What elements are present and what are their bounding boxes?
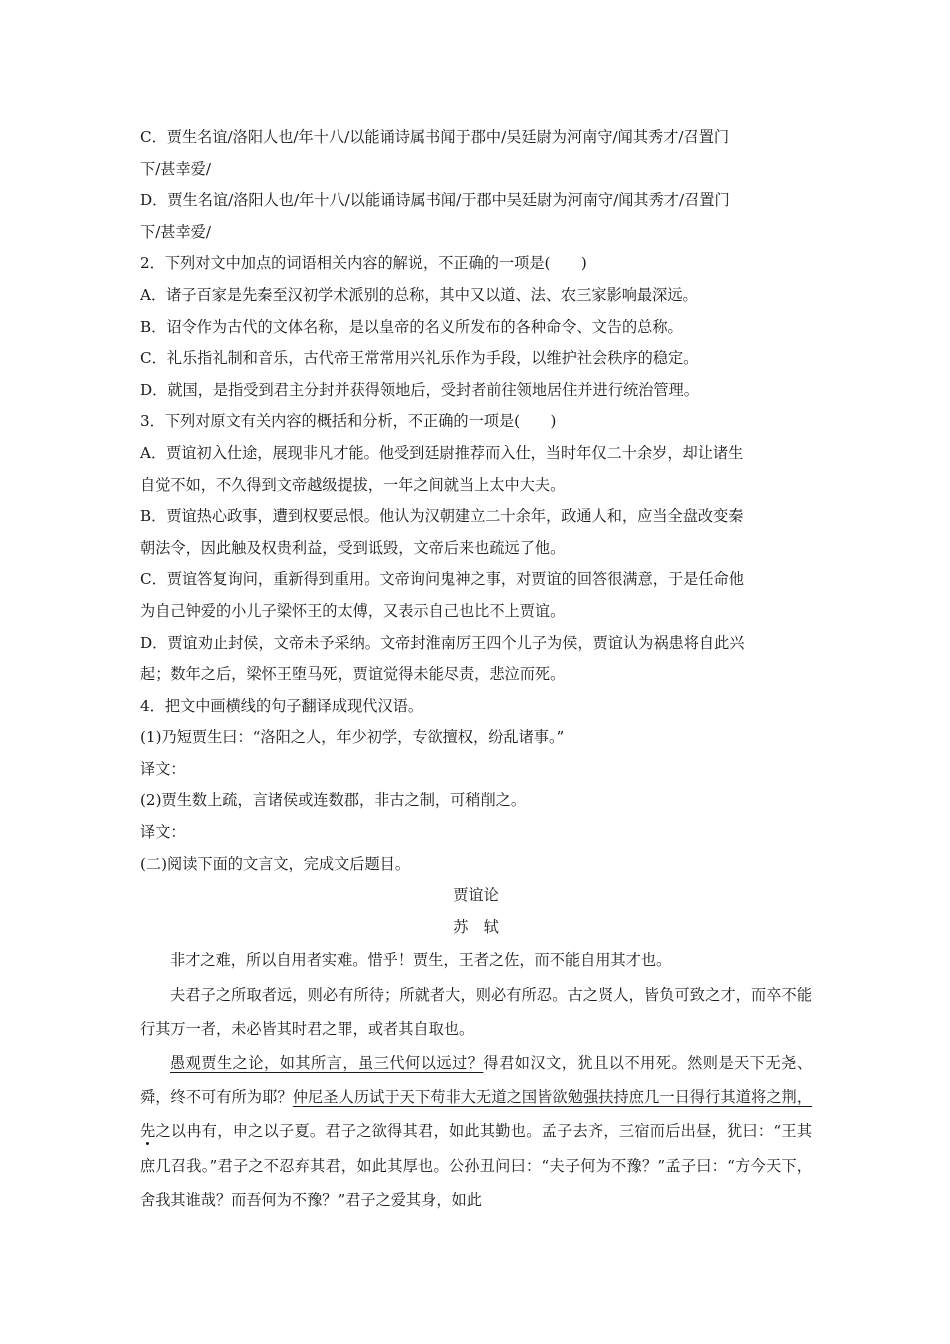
document-body	[140, 122, 812, 1217]
q2-option-c: C．礼乐指礼制和音乐，古代帝王常常用兴礼乐作为手段，以维护社会秩序的稳定。	[140, 349, 699, 368]
q4-stem: 4．把文中画横线的句子翻译成现代汉语。	[140, 696, 424, 715]
passage-paragraph-1: 非才之难，所以自用者实难。惜乎！贾生，王者之佐，而不能自用其才也。	[170, 951, 672, 970]
q3-stem: 3．下列对原文有关内容的概括和分析，不正确的一项是( )	[140, 412, 557, 431]
q3-option-b-line1: B．贾谊热心政事，遭到权要忌恨。他认为汉朝建立二十余年，政通人和，应当全盘改变秦	[140, 507, 744, 526]
q1-option-d-line1: D．贾生名谊/洛阳人也/年十八/以能诵诗属书闻/于郡中吴廷尉为河南守/闻其秀才/召置门	[140, 191, 730, 210]
section-2-instruction: (二)阅读下面的文言文，完成文后题目。	[140, 854, 411, 873]
q4-translation-label-1: 译文：	[140, 759, 186, 778]
passage-paragraph-2: 夫君子之所取者远，则必有所待；所就者大，则必有所忍。古之贤人，皆负可致之才，而卒不能行其万一者，未必皆其时君之罪，或者其自取也。	[140, 985, 812, 1038]
passage-author: 苏 轼	[453, 917, 499, 936]
passage-paragraph-3	[140, 1046, 812, 1217]
q3-option-b-line2: 朝法令，因此触及权贵利益，受到诋毁，文帝后来也疏远了他。	[140, 538, 566, 557]
passage-text-segment: 得君如汉文，犹且以不用死。然则是天下无尧、舜，终不可有所为耶？	[140, 1054, 813, 1107]
q2-option-a: A．诸子百家是先秦至汉初学术派别的总称，其中又以道、法、农三家影响最深远。	[140, 285, 698, 304]
q4-sentence-2: (2)贾生数上疏，言诸侯或连数郡，非古之制，可稍削之。	[140, 791, 527, 810]
q4-translation-label-2: 译文：	[140, 823, 186, 842]
q1-option-c-line2: 下/甚幸爱/	[140, 159, 211, 178]
q1-option-c-line1: C．贾生名谊/洛阳人也/年十八/以能诵诗属书闻于郡中/吴廷尉为河南守/闻其秀才/召置门	[140, 128, 730, 146]
q2-option-d: D．就国，是指受到君主分封并获得领地后，受封者前往领地居住并进行统治管理。	[140, 380, 699, 399]
q2-stem: 2．下列对文中加点的词语相关内容的解说，不正确的一项是( )	[140, 254, 587, 273]
q4-sentence-1: (1)乃短贾生曰：“洛阳之人，年少初学，专欲擅权，纷乱诸事。”	[140, 728, 565, 747]
q3-option-c-line1: C．贾谊答复询问，重新得到重用。文帝询问鬼神之事，对贾谊的回答很满意，于是任命他	[140, 570, 744, 589]
q3-option-d-line2: 起；数年之后，梁怀王堕马死，贾谊觉得未能尽责，悲泣而死。	[140, 665, 566, 684]
q3-option-a-line1: A．贾谊初入仕途，展现非凡才能。他受到廷尉推荐而入仕，当时年仅二十余岁，却让诸生	[140, 443, 744, 462]
passage-title: 贾谊论	[453, 886, 499, 905]
underlined-sentence-2: 仲尼圣人历试于天下苟非大无道之国皆欲勉强扶持庶几一日得行其道将之荆，	[292, 1088, 813, 1107]
passage-text-segment: 之以冉有，申之以子夏。君子之欲得其君，如此其勤也。孟子去齐，三宿而后出昼，犹曰：“王其庶几召我。”君子之不忍弃其君，如此其厚也。公孙丑问曰：“夫子何为不豫？”孟子曰：“方今天下，舍我其谁哉？而吾何为不豫？”君子之爱其身，如此	[140, 1122, 813, 1209]
q1-option-d-line2: 下/甚幸爱/	[140, 222, 211, 241]
q3-option-c-line2: 为自己钟爱的小儿子梁怀王的太傅，又表示自己也比不上贾谊。	[140, 601, 566, 620]
q3-option-d-line1: D．贾谊劝止封侯，文帝未予采纳。文帝封淮南厉王四个儿子为侯，贾谊认为祸患将自此兴	[140, 633, 745, 652]
dotted-word-xian: 先	[140, 1122, 156, 1141]
q3-option-a-line2: 自觉不如，不久得到文帝越级提拔，一年之间就当上太中大夫。	[140, 475, 566, 494]
underlined-sentence-1: 愚观贾生之论，如其所言，虽三代何以远过？	[170, 1054, 484, 1073]
q2-option-b: B．诏令作为古代的文体名称，是以皇帝的名义所发布的各种命令、文告的总称。	[140, 317, 683, 336]
